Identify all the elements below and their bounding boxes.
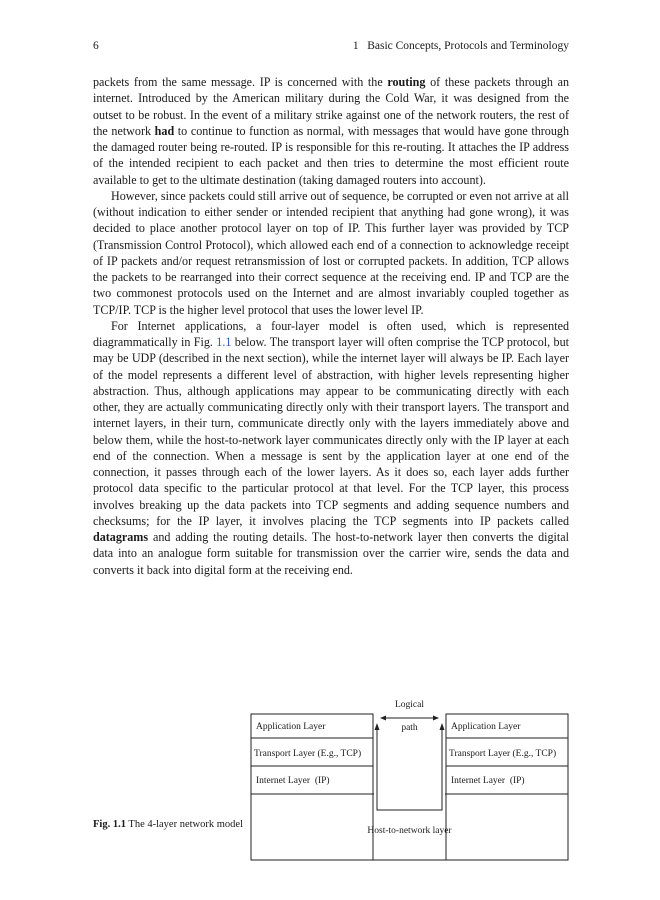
logical-arrow-left: [380, 716, 386, 721]
bold-term: had: [154, 123, 175, 138]
bold-term: datagrams: [93, 530, 149, 544]
right-transport-layer: Transport Layer (E.g., TCP): [449, 749, 557, 759]
figure-caption-text: The 4-layer network model: [128, 819, 243, 830]
text-run: For Internet applications, a four-layer model is often used, which is represented diagrammatically in Fig.: [93, 318, 569, 349]
gap-mask: [374, 793, 445, 796]
running-head: [93, 40, 569, 56]
body-paragraph: [93, 318, 569, 578]
text-run: packets from the same message. IP is concerned with the: [93, 75, 388, 89]
text-run: below. The transport layer will often comprise the TCP protocol, but may be UDP (described in the next section), while the internet layer will always be IP. Each layer of the model represents a different level of abstraction, with higher levels representing higher abstraction. Thus, although applications may appear to be communicating directly with each other, they are actually communicating directly only with their transport layers. The transport and internet layers, in their turn, communicate directly only with the layers immediately above and below them, while the host-to-network layer communicates directly only with the IP layer at each end of the connection. When a message is sent by the application layer at one end of the connection, it passes through each of the lower layers. As it does so, each layer adds further protocol data specific to the particular protocol at that level. For the TCP layer, this process involves breaking up the data packets into TCP segments and adding sequence numbers and checksums; for the IP layer, it involves placing the TCP segments into IP packets called: [93, 335, 569, 528]
text-run: to continue to function as normal, with messages that would have gone through the damaged router being re-routed. IP is responsible for this re-routing. It attaches the IP address of the intended recipient to each packet and then tries to determine the most efficient route available to get to the ultimate destination (taking damaged routers into account).: [93, 123, 569, 187]
figure-reference-link[interactable]: 1.1: [216, 335, 232, 349]
text-run: and adding the routing details. The host-to-network layer then converts the digital data into an analogue form suitable for transmission over the carrier wire, sends the data and converts it back into digital form at the receiving end.: [93, 530, 569, 577]
body-paragraph: [93, 188, 569, 318]
right-application-layer: Application Layer: [451, 722, 521, 732]
logical-arrow-right: [433, 716, 439, 721]
left-internet-layer: Internet Layer (IP): [256, 776, 330, 786]
path-arrow-right: [440, 723, 445, 730]
path-arrow-left: [375, 723, 380, 730]
left-transport-layer: Transport Layer (E.g., TCP): [254, 749, 362, 759]
figure-caption: [93, 818, 243, 832]
left-host-stack: [251, 714, 373, 860]
text-run: of these packets through an internet. Introduced by the American military during the Cold War, it was designed from the outset to be robust. In the event of a military strike against one of the network routers, the rest of the network: [93, 75, 569, 138]
body-text: [93, 74, 569, 578]
host-to-network-label: Host-to-network layer: [367, 826, 452, 836]
network-model-diagram: [250, 692, 570, 862]
data-path: [377, 728, 442, 810]
right-host-stack: [446, 714, 568, 860]
text-run: However, since packets could still arrive out of sequence, be corrupted or even not arrive at all (without indication to either sender or intended recipient that anything had gone wrong), it was decided to place another protocol layer on top of IP. This further layer was provided by TCP (Transmission Control Protocol), which allowed each end of a connection to acknowledge receipt of IP packets and/or request retransmission of lost or corrupted packets. In addition, TCP allows the packets to be rearranged into their correct sequence at the receiving end. IP and TCP are the two commonest protocols used on the Internet and are almost invariably coupled together as TCP/IP. TCP is the higher level protocol that uses the lower level IP.: [93, 188, 569, 317]
right-internet-layer: Internet Layer (IP): [451, 776, 525, 786]
page-number: 6: [93, 40, 99, 52]
running-title: 1 Basic Concepts, Protocols and Terminology: [352, 40, 569, 52]
bold-term: routing: [387, 75, 426, 89]
figure-label: Fig. 1.1: [93, 819, 126, 830]
path-label: path: [401, 723, 418, 733]
body-paragraph: [93, 74, 569, 188]
left-application-layer: Application Layer: [256, 722, 326, 732]
figure: [93, 692, 569, 862]
logical-label: Logical: [394, 700, 425, 710]
